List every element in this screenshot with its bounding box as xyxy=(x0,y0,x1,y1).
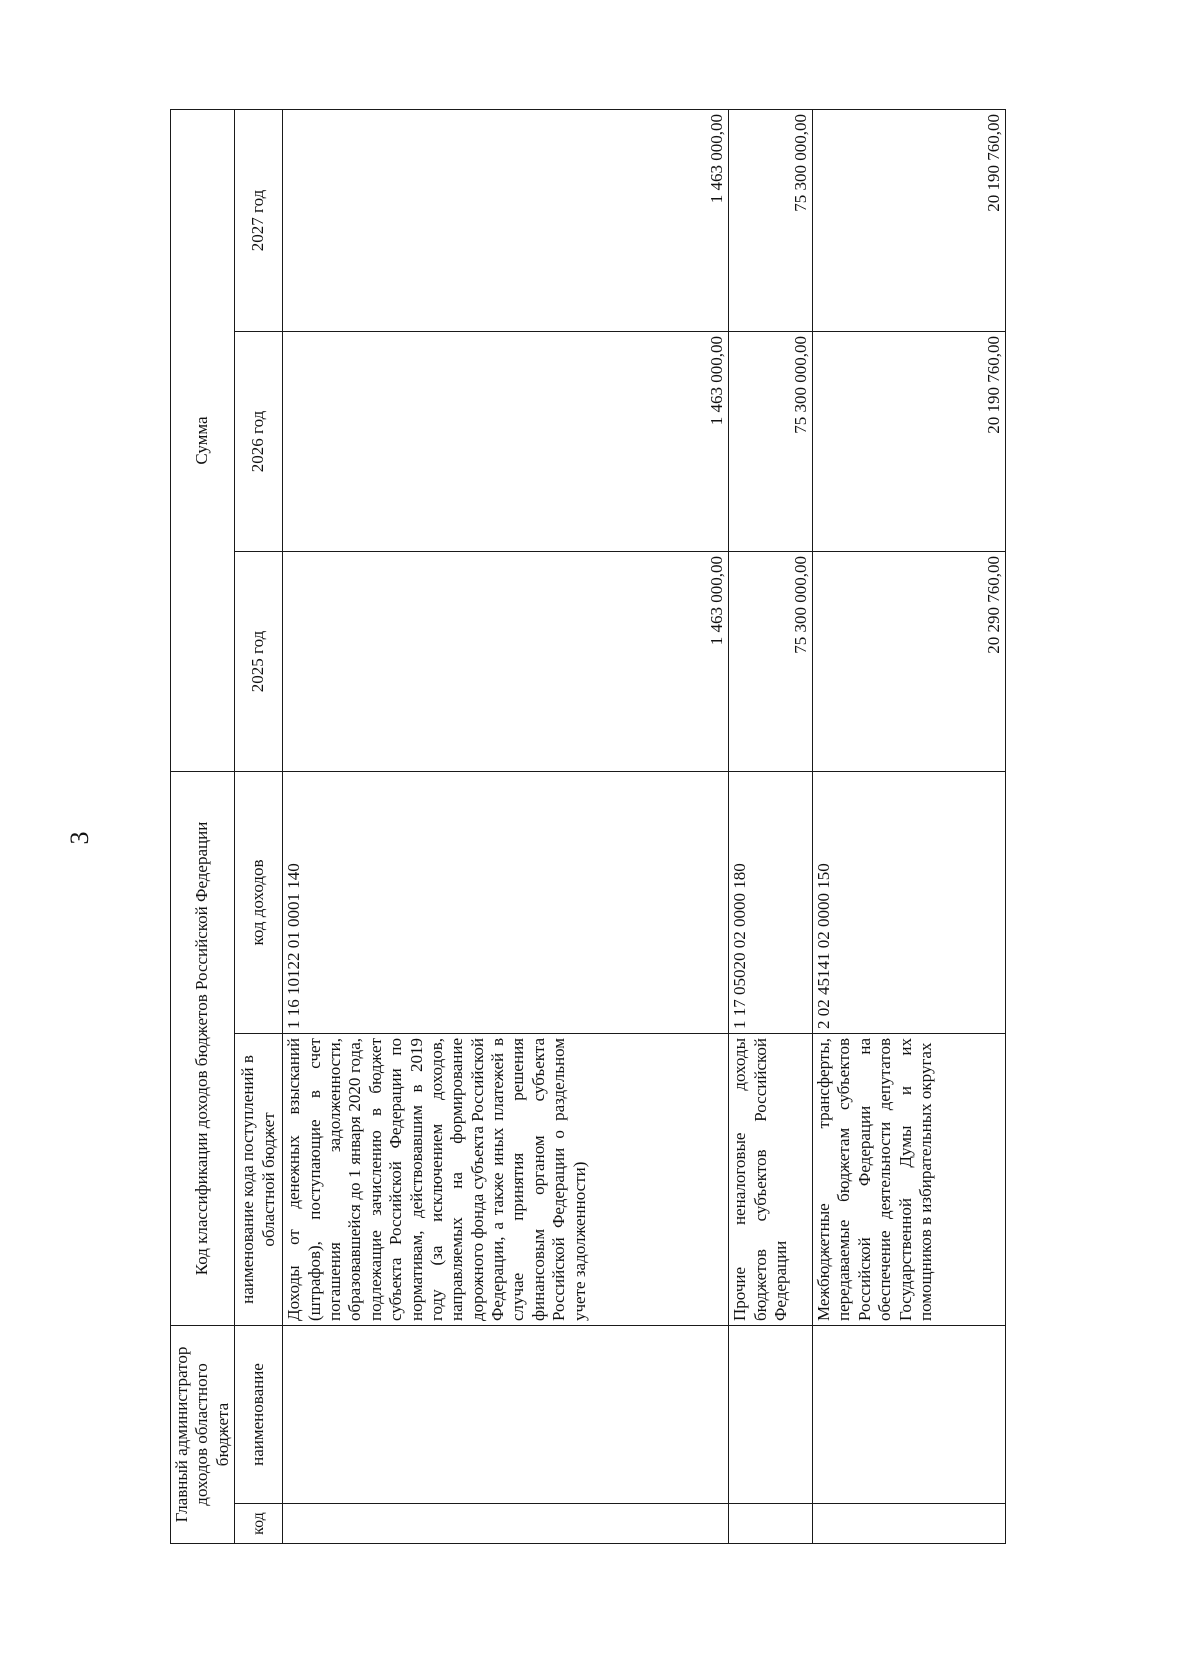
sum-2026-cell: 75 300 000,00 xyxy=(729,331,813,551)
rotated-table-wrapper xyxy=(170,110,1006,1544)
income-name-cell: Доходы от денежных взысканий (штрафов), поступающие в счет погашения задолженности, образовавшейся до 1 января 2020 года, подлежащие зачислению в бюджет субъекта Российской Федерации по нормативам, действовавшим в 2019 году (за исключением доходов, направляемых на формирование дорожного фонда субъекта Российской Федерации, а также иных платежей в случае принятия решения финансовым органом субъекта Российской Федерации о раздельном учете задолженности) xyxy=(283,1034,729,1326)
admin-code-cell xyxy=(283,1504,729,1544)
header-kbk-group: Код классификации доходов бюджетов Российской Федерации xyxy=(171,771,235,1325)
admin-code-cell xyxy=(812,1504,1005,1544)
sum-2026-cell: 20 190 760,00 xyxy=(812,331,1005,551)
header-admin-group: Главный администратор доходов областного бюджета xyxy=(171,1326,235,1544)
sum-2027-cell: 75 300 000,00 xyxy=(729,109,813,331)
admin-name-cell xyxy=(729,1326,813,1504)
income-code-cell: 1 16 10122 01 0001 140 xyxy=(283,771,729,1033)
table-row xyxy=(729,109,813,1543)
sum-2027-cell: 1 463 000,00 xyxy=(283,109,729,331)
admin-name-cell xyxy=(812,1326,1005,1504)
header-income-code: код доходов xyxy=(235,771,283,1033)
table-row xyxy=(812,109,1005,1543)
income-code-cell: 1 17 05020 02 0000 180 xyxy=(729,771,813,1033)
admin-code-cell xyxy=(729,1504,813,1544)
header-year-2026: 2026 год xyxy=(235,331,283,551)
header-admin-name: наименование xyxy=(235,1326,283,1504)
sum-2026-cell: 1 463 000,00 xyxy=(283,331,729,551)
admin-name-cell xyxy=(283,1326,729,1504)
table-row xyxy=(283,109,729,1543)
income-table xyxy=(170,109,1006,1544)
header-year-2027: 2027 год xyxy=(235,109,283,331)
header-admin-code: код xyxy=(235,1504,283,1544)
header-sum-group: Сумма xyxy=(171,109,235,771)
sum-2025-cell: 1 463 000,00 xyxy=(283,551,729,771)
page-number: 3 xyxy=(65,831,94,845)
header-year-2025: 2025 год xyxy=(235,551,283,771)
sum-2027-cell: 20 190 760,00 xyxy=(812,109,1005,331)
income-name-cell: Межбюджетные трансферты, передаваемые бюджетам субъектов Российской Федерации на обеспечение деятельности депутатов Государственной Думы и их помощников в избирательных округах xyxy=(812,1034,1005,1326)
header-income-code-name: наименование кода поступлений в областной бюджет xyxy=(235,1034,283,1326)
sum-2025-cell: 20 290 760,00 xyxy=(812,551,1005,771)
income-name-cell: Прочие неналоговые доходы бюджетов субъектов Российской Федерации xyxy=(729,1034,813,1326)
sum-2025-cell: 75 300 000,00 xyxy=(729,551,813,771)
income-code-cell: 2 02 45141 02 0000 150 xyxy=(812,771,1005,1033)
